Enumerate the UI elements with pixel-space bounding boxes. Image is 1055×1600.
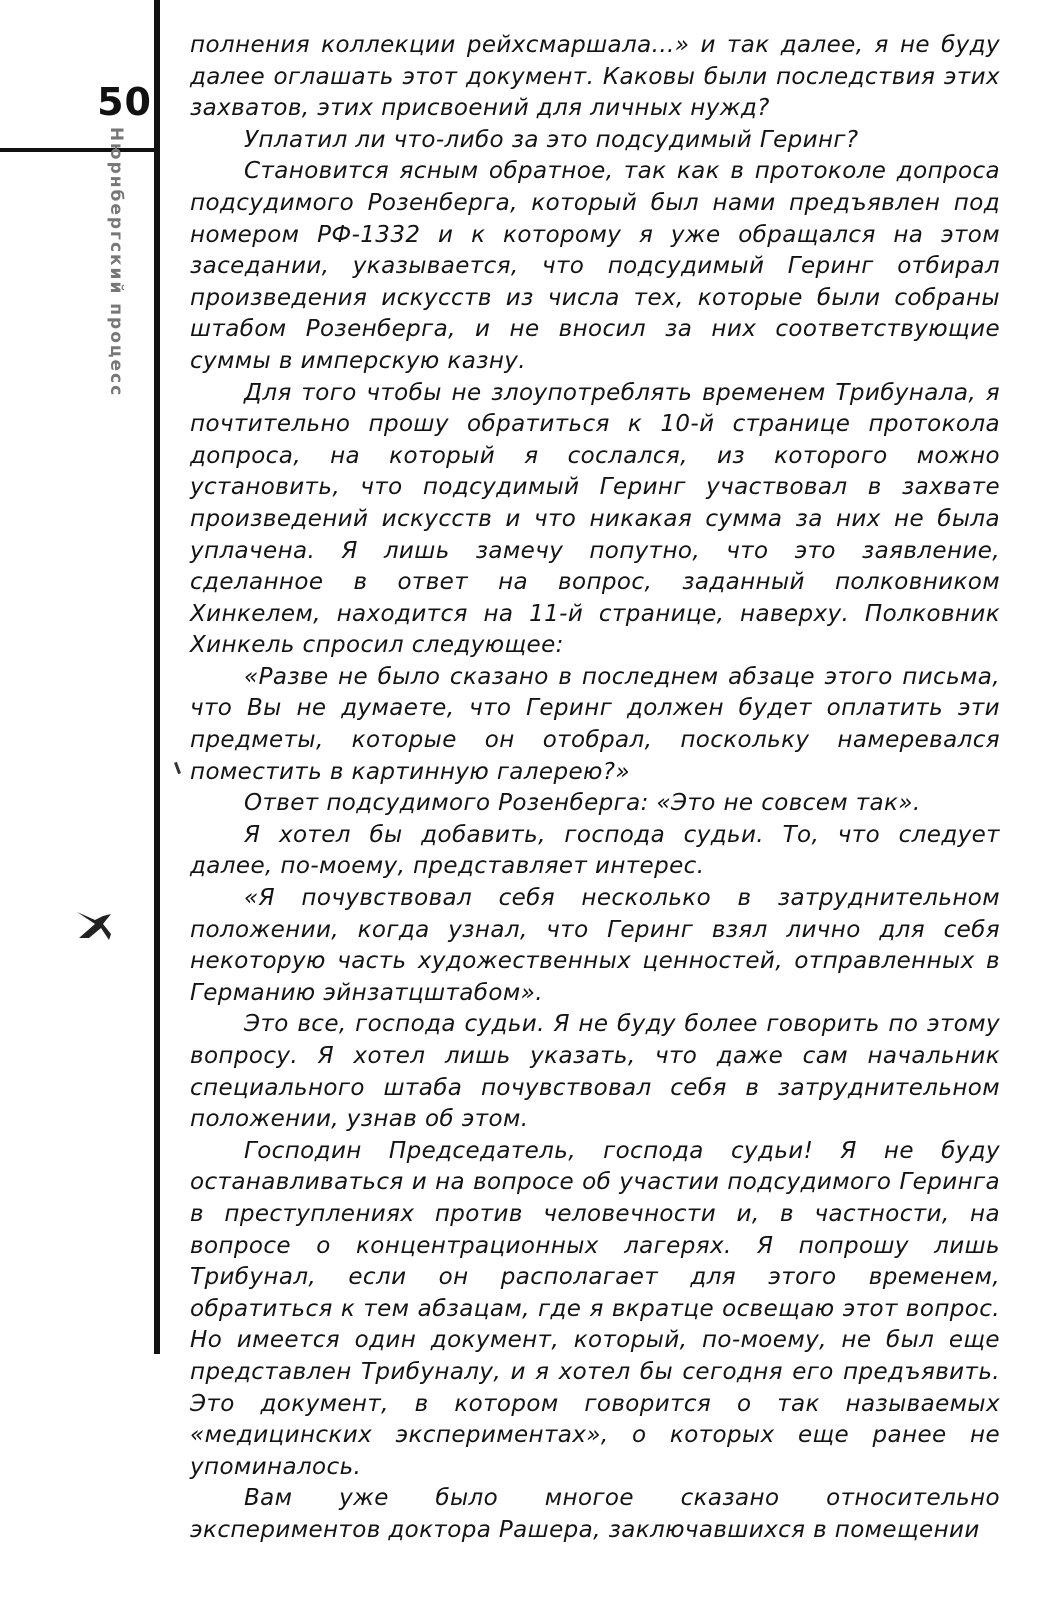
paragraph: Уплатил ли что-либо за это подсудимый Геринг? [244,126,859,153]
quote-paragraph: «Я почувствовал себя несколько в затруднительном положении, когда узнал, что Геринг взял лично для себя некоторую часть художественных ценностей, отправленных в Германию эйнзатцштабом». [190,885,1000,1006]
page-number: 50 [97,80,152,124]
margin-rule [154,0,160,1354]
paragraph: Ответ подсудимого Розенберга: «Это не совсем так». [244,790,921,817]
paragraph: полнения коллекции рейхсмаршала...» и так далее, я не буду далее оглашать этот документ. Каковы были последствия этих захватов, этих присвоений для личных нужд? [190,32,1000,122]
paragraph: Для того чтобы не злоупотреблять временем Трибунала, я почтительно прошу обратиться к 10-й странице протокола допроса, на который я сослался, из которого можно установить, что подсудимый Геринг участвовал в захвате произведений искусств и что никакая сумма за них не была уплачена. Я лишь замечу попутно, что это заявление, сделанное в ответ на вопрос, заданный полковником Хинкелем, находится на 11-й странице, наверху. Полковник Хинкель спросил следующее: [190,379,1000,659]
quote-paragraph: «Разве не было сказано в последнем абзаце этого письма, что Вы не думаете, что Геринг должен будет оплатить эти предметы, которые он отобрал, поскольку намеревался поместить в картинную галерею?» [190,663,1000,785]
paragraph: Я хотел бы добавить, господа судьи. То, что следует далее, по-моему, представляет интерес. [190,821,1000,880]
paragraph: Это все, господа судьи. Я не буду более говорить по этому вопросу. Я хотел лишь указать, что даже сам начальник специального штаба почувствовал себя в затруднительном положении, узнав об этом. [190,1011,1000,1133]
body-text [190,30,1000,1547]
running-head: Нюрнбергский процесс [106,126,126,398]
paragraph: Вам уже было многое сказано относительно экспериментов доктора Рашера, заключавшихся в помещении [190,1485,1000,1543]
stray-mark [174,762,181,774]
page-number-rule [0,148,160,152]
paragraph: Становится ясным обратное, так как в протоколе допроса подсудимого Розенберга, который был нами предъявлен под номером РФ-1332 и к которому я уже обращался на этом заседании, указывается, что подсудимый Геринг отбирал произведения искусств из числа тех, которые были собраны штабом Розенберга, и не вносил за них соответствующие суммы в имперскую казну. [190,158,1000,374]
margin-ornament-icon [73,908,113,944]
paragraph: Господин Председатель, господа судьи! Я не буду останавливаться и на вопросе об участии подсудимого Геринга в преступлениях против человечности и, в частности, на вопросе о концентрационных лагерях. Я попрошу лишь Трибунал, если он располагает для этого временем, обратиться к тем абзацам, где я вкратце освещаю этот вопрос. Но имеется один документ, который, по-моему, не был еще представлен Трибуналу, и я хотел бы сегодня его предъявить. Это документ, в котором говорится о так называемых «медицинских экспериментах», о которых еще ранее не упоминалось. [190,1137,1000,1480]
